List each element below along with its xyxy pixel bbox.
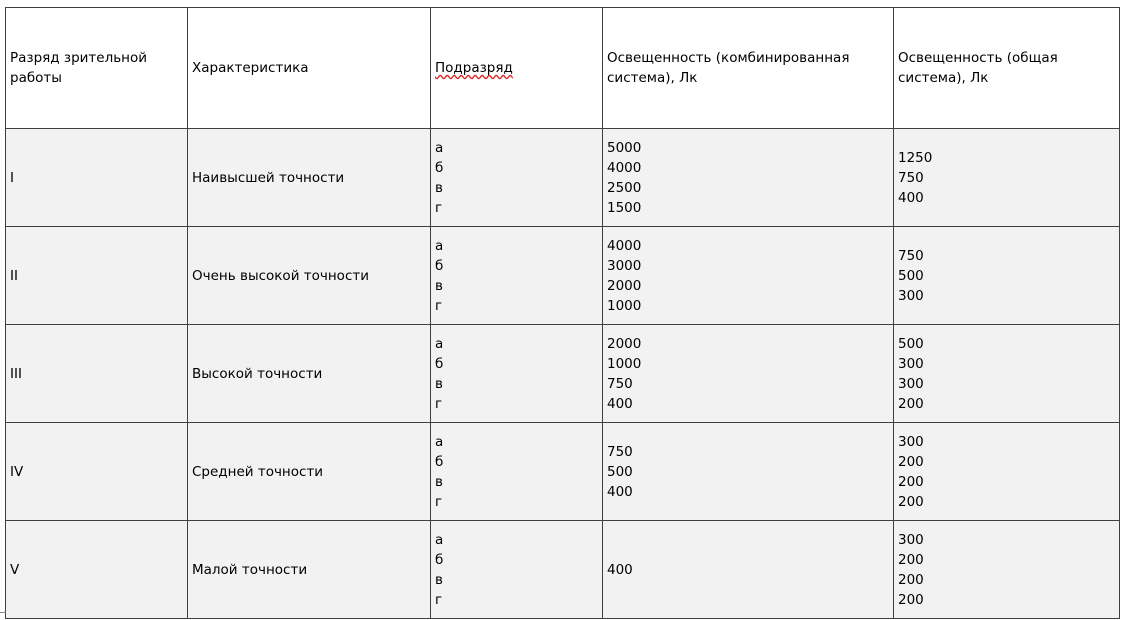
subgrade-value: в <box>435 179 443 196</box>
combined-value: 2000 <box>607 277 642 294</box>
general-value: 200 <box>898 571 924 588</box>
general-value: 200 <box>898 551 924 568</box>
subgrade-value: в <box>435 571 443 588</box>
grade-cell: III <box>6 325 188 423</box>
subgrade-value: б <box>435 257 444 274</box>
combined-value: 5000 <box>607 139 642 156</box>
general-cell <box>894 325 1120 423</box>
subgrade-cell <box>431 325 603 423</box>
subgrade-value: б <box>435 159 444 176</box>
general-value: 1250 <box>898 149 933 166</box>
combined-value: 3000 <box>607 257 642 274</box>
subgrade-cell <box>431 521 603 619</box>
general-cell <box>894 423 1120 521</box>
combined-value: 2000 <box>607 335 642 352</box>
general-value: 200 <box>898 493 924 510</box>
table-row <box>6 423 1120 521</box>
table-body <box>6 8 1120 619</box>
general-value: 200 <box>898 591 924 608</box>
combined-cell <box>603 227 894 325</box>
illumination-table <box>5 7 1120 619</box>
general-value: 750 <box>898 169 924 186</box>
subgrade-cell <box>431 423 603 521</box>
combined-value: 1000 <box>607 297 642 314</box>
table-row <box>6 521 1120 619</box>
combined-value: 1500 <box>607 199 642 216</box>
subgrade-value: в <box>435 375 443 392</box>
header-grade: Разряд зрительной работы <box>6 8 188 129</box>
table-row <box>6 129 1120 227</box>
characteristic-cell: Высокой точности <box>188 325 431 423</box>
subgrade-value: г <box>435 297 443 314</box>
header-combined: Освещенность (комбинированная система), Лк <box>603 8 894 129</box>
combined-value: 400 <box>607 483 633 500</box>
header-subgrade <box>431 8 603 129</box>
subgrade-value: г <box>435 395 443 412</box>
subgrade-value: г <box>435 493 443 510</box>
general-value: 750 <box>898 247 924 264</box>
header-general: Освещенность (общая система), Лк <box>894 8 1120 129</box>
general-cell <box>894 129 1120 227</box>
characteristic-cell: Очень высокой точности <box>188 227 431 325</box>
subgrade-value: б <box>435 355 444 372</box>
general-value: 300 <box>898 433 924 450</box>
general-value: 400 <box>898 189 924 206</box>
subgrade-value: г <box>435 199 443 216</box>
combined-value: 4000 <box>607 159 642 176</box>
subgrade-value: в <box>435 473 443 490</box>
general-value: 300 <box>898 287 924 304</box>
subgrade-value: а <box>435 237 444 254</box>
characteristic-cell: Наивысшей точности <box>188 129 431 227</box>
table-row <box>6 325 1120 423</box>
general-cell <box>894 227 1120 325</box>
general-value: 300 <box>898 355 924 372</box>
header-subgrade-text: Подразряд <box>435 60 513 76</box>
grade-cell: V <box>6 521 188 619</box>
subgrade-cell <box>431 227 603 325</box>
grade-cell: I <box>6 129 188 227</box>
subgrade-cell <box>431 129 603 227</box>
general-value: 300 <box>898 531 924 548</box>
subgrade-value: а <box>435 335 444 352</box>
combined-cell <box>603 325 894 423</box>
general-value: 200 <box>898 453 924 470</box>
combined-cell <box>603 129 894 227</box>
combined-value: 1000 <box>607 355 642 372</box>
combined-value: 400 <box>607 395 633 412</box>
general-cell <box>894 521 1120 619</box>
grade-cell: II <box>6 227 188 325</box>
subgrade-value: а <box>435 139 444 156</box>
general-value: 500 <box>898 267 924 284</box>
combined-value: 750 <box>607 443 633 460</box>
subgrade-value: г <box>435 591 443 608</box>
subgrade-value: в <box>435 277 443 294</box>
combined-value: 500 <box>607 463 633 480</box>
combined-value: 400 <box>607 561 633 578</box>
subgrade-value: а <box>435 433 444 450</box>
characteristic-cell: Средней точности <box>188 423 431 521</box>
combined-value: 750 <box>607 375 633 392</box>
general-value: 200 <box>898 395 924 412</box>
header-row <box>6 8 1120 129</box>
combined-value: 2500 <box>607 179 642 196</box>
general-value: 300 <box>898 375 924 392</box>
grade-cell: IV <box>6 423 188 521</box>
general-value: 200 <box>898 473 924 490</box>
general-value: 500 <box>898 335 924 352</box>
page-corner-mark <box>0 612 6 613</box>
table-row <box>6 227 1120 325</box>
combined-value: 4000 <box>607 237 642 254</box>
characteristic-cell: Малой точности <box>188 521 431 619</box>
subgrade-value: б <box>435 551 444 568</box>
subgrade-value: а <box>435 531 444 548</box>
combined-cell <box>603 423 894 521</box>
header-characteristic: Характеристика <box>188 8 431 129</box>
combined-cell <box>603 521 894 619</box>
subgrade-value: б <box>435 453 444 470</box>
